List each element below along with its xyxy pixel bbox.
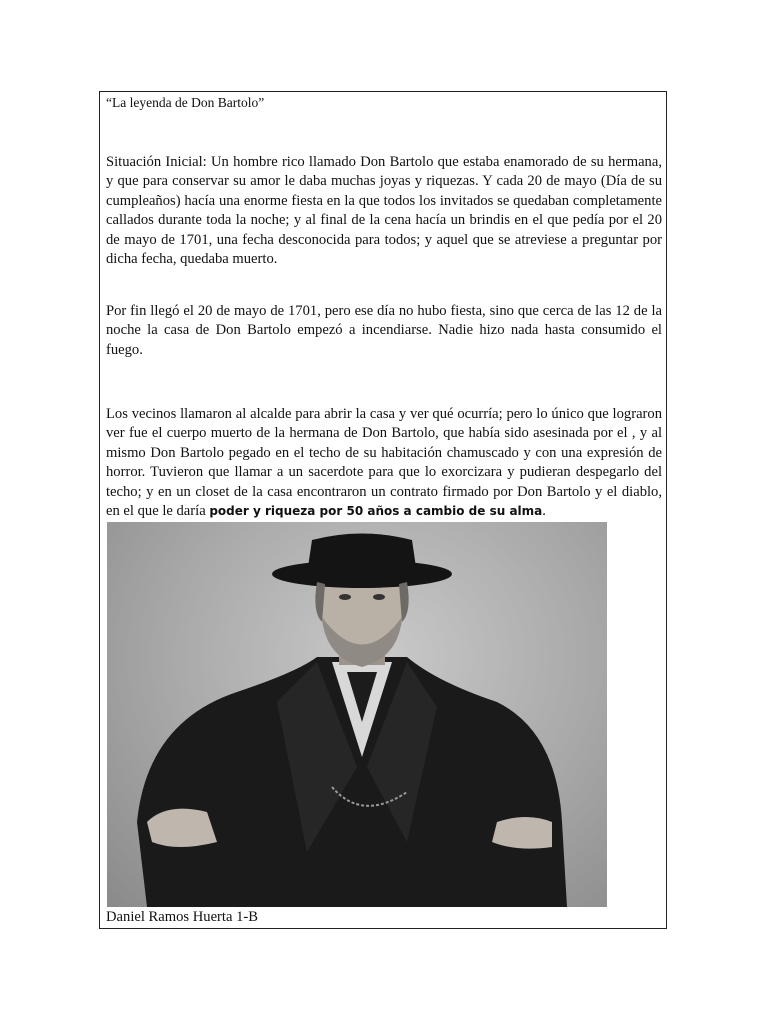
paragraph-vecinos-text: Los vecinos llamaron al alcalde para abrir la casa y ver qué ocurría; pero lo único que lograron ver fue el cuerpo muerto de la hermana de Don Bartolo, que había sido asesinada por el , y al mismo Don Bartolo pegado en el techo de su habitación chamuscado y con una expresión de horror. Tuvieron que llamar a un sacerdote para que lo exorcizara y pudieran despegarlo del techo; y en un closet de la casa encontraron un contrato firmado por Don Bartolo y el diablo, en el que le daría <box>106 406 662 520</box>
document-frame <box>99 91 667 929</box>
paragraph-vecinos-emphasis: poder y riqueza por 50 años a cambio de su alma <box>209 504 543 519</box>
paragraph-situacion-inicial: Situación Inicial: Un hombre rico llamado Don Bartolo que estaba enamorado de su hermana, y que para conservar su amor le daba muchas joyas y riquezas. Y cada 20 de mayo (Día de su cumpleaños) hacía una enorme fiesta en la que todos los invitados se quedaban completamente callados durante toda la noche; y al final de la cena hacía un brindis en el que pedía por el 20 de mayo de 1701, una fecha desconocida para todos; y aquel que se atreviese a preguntar por dicha fecha, quedaba muerto. <box>106 154 662 268</box>
paragraph-vecinos-end: . <box>542 503 546 520</box>
paragraph-vecinos <box>106 405 662 521</box>
document-title: “La leyenda de Don Bartolo” <box>106 95 265 110</box>
portrait-photo <box>107 522 607 907</box>
paragraph-incendio: Por fin llegó el 20 de mayo de 1701, pero ese día no hubo fiesta, sino que cerca de las 12 de la noche la casa de Don Bartolo empezó a incendiarse. Nadie hizo nada hasta consumido el fuego. <box>106 303 662 358</box>
portrait-illustration <box>107 522 607 907</box>
caption-author: Daniel Ramos Huerta 1-B <box>106 909 258 925</box>
